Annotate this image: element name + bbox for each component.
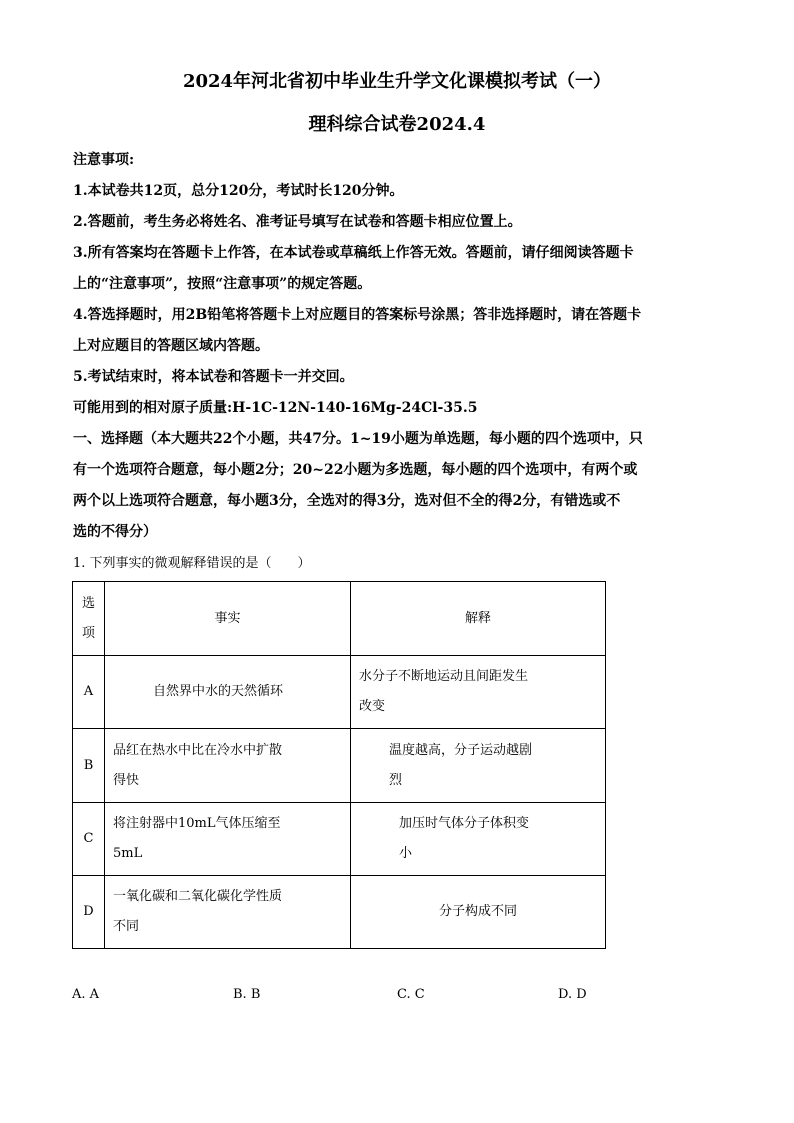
exam-subtitle: 理科综合试卷2024.4 <box>308 114 486 135</box>
header-option-line-1: 选 <box>81 595 95 611</box>
row-a-explanation-line-1: 水分子不断地运动且间距发生 <box>359 669 529 684</box>
row-d-explanation-line-1: 分子构成不同 <box>438 904 517 919</box>
header-explanation-cell: 解释 <box>351 582 606 656</box>
row-a-option: A <box>73 656 105 729</box>
section-line-1: 一、选择题（本大题共22个小题，共47分。1~19小题为单选题，每小题的四个选项中，只 <box>73 431 643 447</box>
atomic-mass-line: 可能用到的相对原子质量:H-1C-12N-140-16Mg-24Cl-35.5 <box>73 400 478 416</box>
row-b-fact-line-2: 得快 <box>113 772 140 788</box>
section-line-2: 有一个选项符合题意，每小题2分；20~22小题为多选题，每小题的四个选项中，有两个或 <box>73 462 638 478</box>
exam-title: 2024年河北省初中毕业生升学文化课模拟考试（一） <box>182 71 612 92</box>
header-option-cell <box>73 582 105 656</box>
row-d-fact-line-2: 不同 <box>113 919 140 934</box>
note-line-2: 2.答题前，考生务必将姓名、准考证号填写在试卷和答题卡相应位置上。 <box>73 214 522 230</box>
row-c-fact-line-2: 5mL <box>113 846 143 861</box>
row-a-fact <box>105 656 351 729</box>
section-line-4: 选的不得分） <box>73 524 157 540</box>
note-line-6: 上对应题目的答题区域内答题。 <box>73 338 269 354</box>
note-line-5: 4.答选择题时，用2B铅笔将答题卡上对应题目的答案标号涂黑；答非选择题时，请在答题卡 <box>73 307 642 323</box>
row-d-fact-line-1: 一氧化碳和二氧化碳化学性质 <box>113 889 283 904</box>
table-header-row <box>73 582 606 656</box>
note-line-1: 1.本试卷共12页，总分120分，考试时长120分钟。 <box>73 183 404 199</box>
table-row <box>73 876 606 949</box>
row-a-fact-line-1: 自然界中水的天然循环 <box>153 684 284 699</box>
row-b-explanation-line-1: 温度越高，分子运动越剧 <box>389 742 533 758</box>
row-d-fact <box>105 876 351 949</box>
row-d-explanation <box>351 876 606 949</box>
row-b-option: B <box>73 729 105 803</box>
row-a-explanation <box>351 656 606 729</box>
row-c-explanation-line-1: 加压时气体分子体积变 <box>399 816 530 831</box>
question-1-stem: 1. 下列事实的微观解释错误的是（ ） <box>73 556 311 571</box>
header-fact-cell: 事实 <box>105 582 351 656</box>
row-c-explanation-line-2: 小 <box>399 846 413 861</box>
row-c-explanation <box>351 803 606 876</box>
notes-heading: 注意事项: <box>73 152 135 168</box>
choice-a[interactable]: A. A <box>72 987 100 1002</box>
choice-d[interactable]: D. D <box>558 987 587 1002</box>
row-b-fact-line-1: 品红在热水中比在冷水中扩散 <box>113 742 283 758</box>
row-d-option: D <box>73 876 105 949</box>
question-1-table <box>72 581 606 949</box>
row-c-fact <box>105 803 351 876</box>
section-line-3: 两个以上选项符合题意，每小题3分，全选对的得3分，选对但不全的得2分，有错选或不 <box>73 493 621 509</box>
note-line-4: 上的“注意事项”，按照“注意事项”的规定答题。 <box>73 276 372 292</box>
note-line-3: 3.所有答案均在答题卡上作答，在本试卷或草稿纸上作答无效。答题前，请仔细阅读答题卡 <box>73 245 634 261</box>
row-a-explanation-line-2: 改变 <box>359 699 386 714</box>
table-row <box>73 803 606 876</box>
choice-c[interactable]: C. C <box>397 987 425 1002</box>
row-c-option: C <box>73 803 105 876</box>
row-b-explanation-line-2: 烈 <box>389 772 403 788</box>
header-option-line-2: 项 <box>81 625 95 641</box>
note-line-7: 5.考试结束时，将本试卷和答题卡一并交回。 <box>73 369 354 385</box>
choice-b[interactable]: B. B <box>233 987 261 1002</box>
row-b-explanation <box>351 729 606 803</box>
table-row <box>73 729 606 803</box>
row-b-fact <box>105 729 351 803</box>
row-c-fact-line-1: 将注射器中10mL气体压缩至 <box>113 816 281 831</box>
table-row <box>73 656 606 729</box>
